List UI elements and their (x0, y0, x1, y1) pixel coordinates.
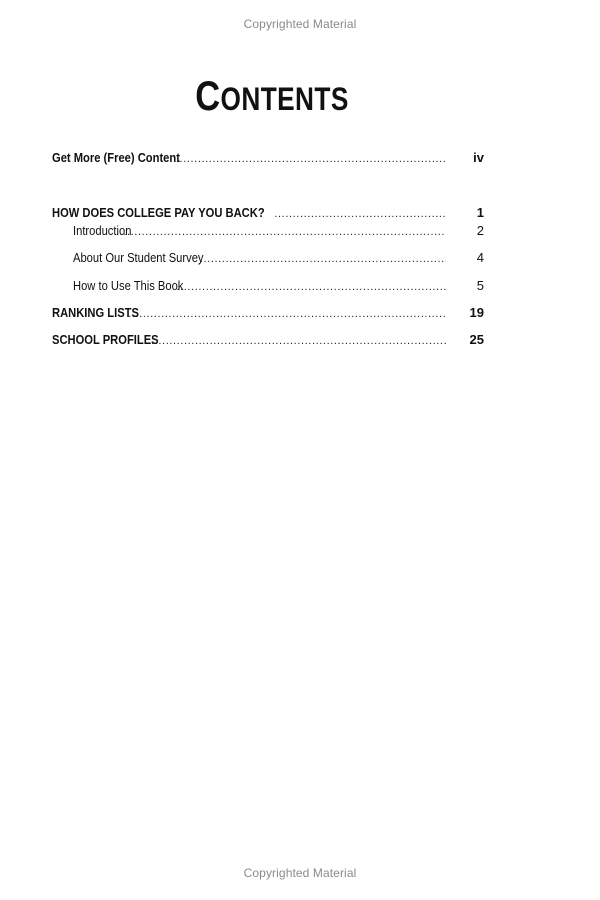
toc-entry-label: HOW DOES COLLEGE PAY YOU BACK? (52, 205, 265, 220)
toc-entry-page: 1 (476, 205, 484, 220)
toc-entry-page: 5 (476, 278, 484, 293)
toc-entry-introduction[interactable] (52, 223, 484, 241)
toc-entry-label: About Our Student Survey (73, 250, 204, 265)
toc-entry-label: SCHOOL PROFILES (52, 332, 159, 347)
dot-leader (176, 153, 446, 165)
dot-leader (116, 226, 446, 238)
toc-entry-label: Get More (Free) Content (52, 150, 180, 165)
toc-entry-label: How to Use This Book (73, 278, 184, 293)
toc-entry-page: iv (473, 150, 484, 165)
toc-entry-page: 19 (469, 305, 484, 320)
toc-entry-page: 2 (476, 223, 484, 238)
toc-entry-label: RANKING LISTS (52, 305, 139, 320)
page-title-initial: C (195, 72, 221, 119)
toc-entry-page: 25 (469, 332, 484, 347)
toc-entry-how-to-use-book[interactable] (52, 278, 484, 296)
toc-entry-page: 4 (476, 250, 484, 265)
toc-entry-get-more-content[interactable] (52, 150, 484, 168)
toc-entry-label: Introduction (73, 223, 132, 238)
dot-leader (176, 281, 446, 293)
toc-entry-school-profiles[interactable] (52, 332, 484, 350)
watermark-bottom: Copyrighted Material (243, 866, 357, 880)
dot-leader (128, 308, 446, 320)
toc-entry-how-does-college-pay[interactable] (52, 205, 484, 223)
dot-leader (200, 253, 446, 265)
page-title (49, 72, 495, 120)
dot-leader (151, 335, 446, 347)
toc-entry-about-student-survey[interactable] (52, 250, 484, 268)
toc-entry-ranking-lists[interactable] (52, 305, 484, 323)
dot-leader (274, 208, 446, 220)
page-title-rest: ONTENTS (220, 81, 349, 117)
watermark-top: Copyrighted Material (243, 17, 357, 31)
